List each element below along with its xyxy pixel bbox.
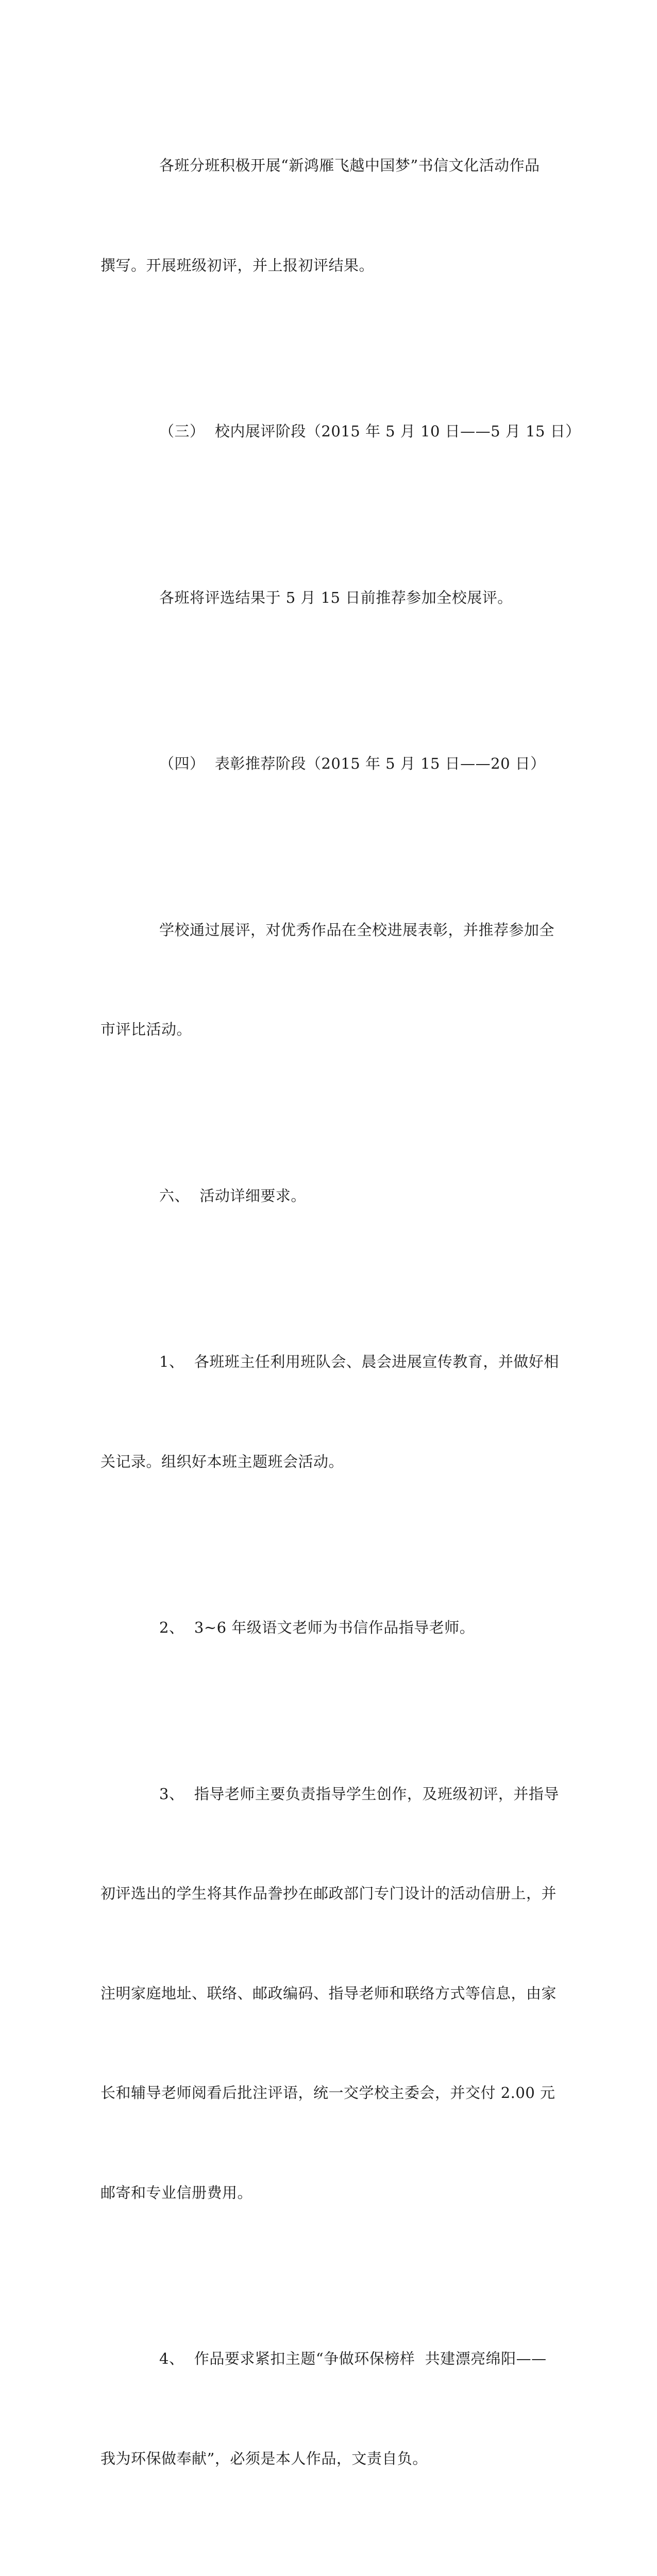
heading-stage-three bbox=[100, 348, 581, 515]
text-line: 3、 指导老师主要负责指导学生创作，及班级初评，并指导 bbox=[159, 1785, 559, 1803]
text-line: 六、 活动详细要求。 bbox=[159, 1187, 306, 1205]
text-line: 各班将评选结果于 5 月 15 日前推荐参加全校展评。 bbox=[159, 588, 513, 606]
text-line: 关记录。组织好本班主题班会活动。 bbox=[100, 1452, 344, 1470]
text-line: 4、 作品要求紧扣主题“争做环保榜样 共建漂亮绵阳—— bbox=[159, 2350, 547, 2367]
list-item-1 bbox=[100, 1279, 559, 1545]
paragraph-class-recommend bbox=[100, 515, 549, 681]
text-line: 各班分班积极开展“新鸿雁飞越中国梦”书信文化活动作品 bbox=[159, 157, 540, 174]
text-line: 注明家庭地址、联络、邮政编码、指导老师和联络方式等信息，由家 bbox=[100, 1984, 557, 2002]
text-line: 学校通过展评，对优秀作品在全校进展表彰，并推荐参加全 bbox=[159, 921, 555, 939]
text-line: 市评比活动。 bbox=[100, 1021, 192, 1038]
text-line: 长和辅导老师阅看后批注评语，统一交学校主委会，并交付 2.00 元 bbox=[100, 2084, 555, 2102]
text-line: 2、 3~6 年级语文老师为书信作品指导老师。 bbox=[159, 1619, 475, 1636]
text-line: 1、 各班班主任利用班队会、晨会进展宣传教育，并做好相 bbox=[159, 1353, 559, 1370]
paragraph-activity-writing bbox=[100, 82, 549, 348]
text-line: 邮寄和专业信册费用。 bbox=[100, 2183, 253, 2201]
heading-section-seven bbox=[100, 2541, 549, 2576]
text-line: 我为环保做奉献”，必须是本人作品，文责自负。 bbox=[100, 2449, 428, 2467]
list-item-3 bbox=[100, 1711, 559, 2276]
heading-section-six bbox=[100, 1113, 549, 1279]
text-line: 初评选出的学生将其作品誊抄在邮政部门专门设计的活动信册上，并 bbox=[100, 1885, 557, 1902]
paragraph-school-commend bbox=[100, 847, 555, 1113]
list-item-2 bbox=[100, 1545, 549, 1711]
text-line: （四） 表彰推荐阶段（2015 年 5 月 15 日——20 日） bbox=[159, 755, 546, 772]
text-line: 撰写。开展班级初评，并上报初评结果。 bbox=[100, 256, 375, 274]
text-line: （三） 校内展评阶段（2015 年 5 月 10 日——5 月 15 日） bbox=[159, 422, 581, 440]
heading-stage-four bbox=[100, 681, 549, 847]
document-body bbox=[100, 82, 581, 2576]
list-item-4 bbox=[100, 2276, 549, 2541]
